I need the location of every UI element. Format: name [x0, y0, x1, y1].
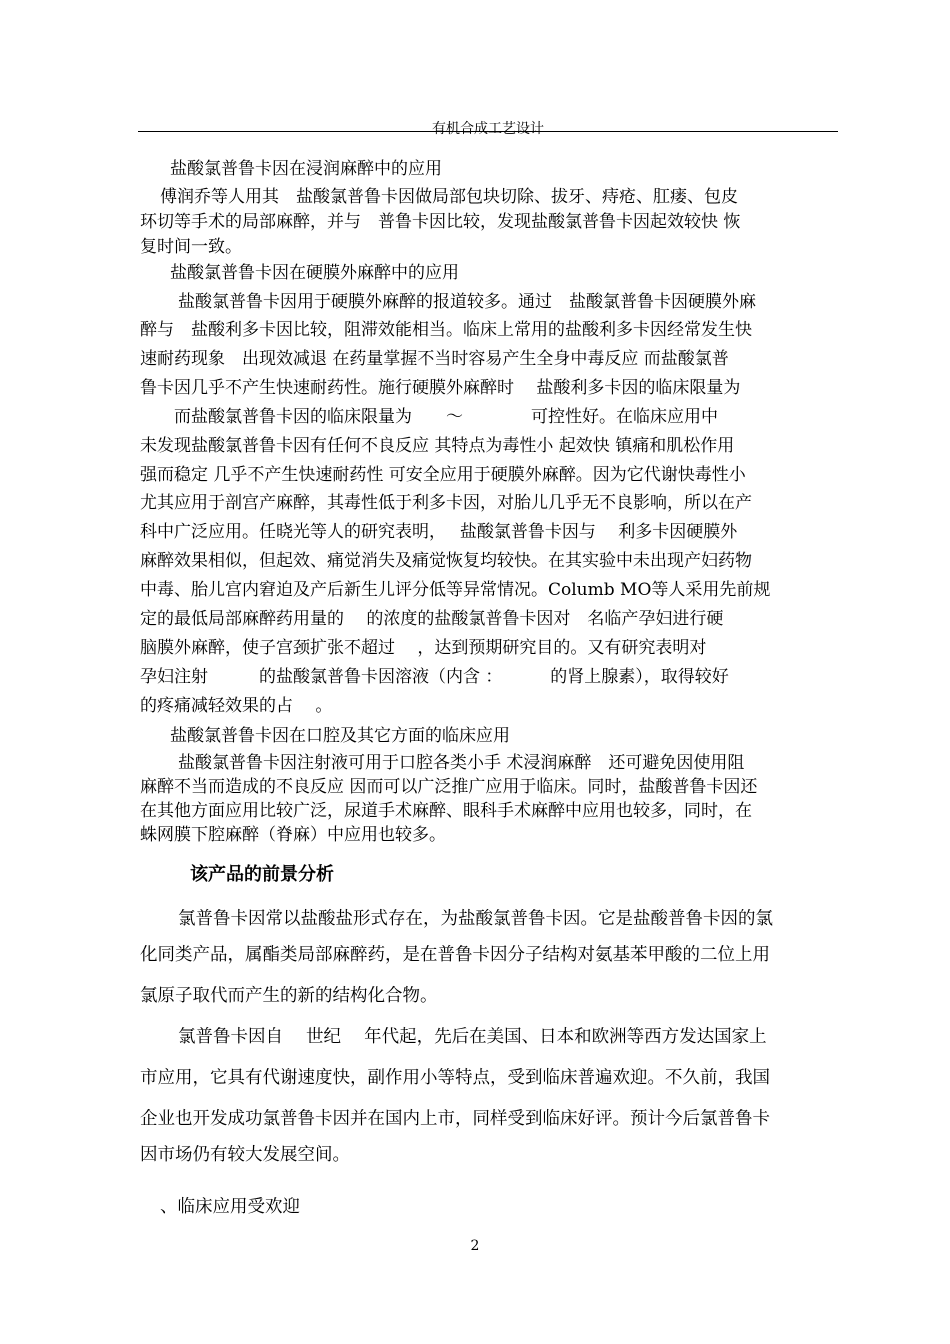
paragraph-line: 的疼痛减轻效果的占 。	[140, 696, 333, 716]
paragraph-line: 尤其应用于剖宫产麻醉，其毒性低于利多卡因，对胎儿几乎无不良影响，所以在产	[140, 493, 752, 513]
paragraph-line: 麻醉效果相似，但起效、痛觉消失及痛觉恢复均较快。在其实验中未出现产妇药物	[140, 551, 752, 571]
paragraph-line: 盐酸氯普鲁卡因注射液可用于口腔各类小手 术浸润麻醉 还可避免因使用阻	[178, 753, 745, 773]
paragraph-line: 科中广泛应用。任晓光等人的研究表明， 盐酸氯普鲁卡因与 利多卡因硬膜外	[140, 522, 738, 542]
paragraph-line: 氯原子取代而产生的新的结构化合物。	[140, 986, 438, 1006]
paragraph-line: 市应用，它具有代谢速度快，副作用小等特点，受到临床普遍欢迎。不久前，我国	[140, 1068, 770, 1088]
paragraph-line: 化同类产品，属酯类局部麻醉药，是在普鲁卡因分子结构对氨基苯甲酸的二位上用	[140, 945, 770, 965]
paragraph-line: 因市场仍有较大发展空间。	[140, 1145, 350, 1165]
paragraph-line: 企业也开发成功氯普鲁卡因并在国内上市，同样受到临床好评。预计今后氯普鲁卡	[140, 1109, 770, 1129]
list-item-heading: 、临床应用受欢迎	[160, 1197, 300, 1217]
paragraph-line: 傅润乔等人用其 盐酸氯普鲁卡因做局部包块切除、拔牙、痔疮、肛瘘、包皮	[160, 187, 738, 207]
paragraph-line: 而盐酸氯普鲁卡因的临床限量为 ～ 可控性好。在临床应用中	[140, 407, 718, 427]
paragraph-line: 氯普鲁卡因自 世纪 年代起，先后在美国、日本和欧洲等西方发达国家上	[178, 1027, 767, 1047]
paragraph-line: 氯普鲁卡因常以盐酸盐形式存在，为盐酸氯普鲁卡因。它是盐酸普鲁卡因的氯	[178, 909, 773, 929]
paragraph-line: 脑膜外麻醉，使子宫颈扩张不超过 ，达到预期研究目的。又有研究表明对	[140, 638, 707, 658]
paragraph-line: 醉与 盐酸利多卡因比较，阻滞效能相当。临床上常用的盐酸利多卡因经常发生快	[140, 320, 752, 340]
header-rule	[138, 131, 838, 132]
section-title: 该产品的前景分析	[190, 864, 334, 885]
paragraph-line: 在其他方面应用比较广泛，尿道手术麻醉、眼科手术麻醉中应用也较多，同时，在	[140, 801, 752, 821]
subheading-oral: 盐酸氯普鲁卡因在口腔及其它方面的临床应用	[170, 726, 510, 746]
paragraph-line: 强而稳定 几乎不产生快速耐药性 可安全应用于硬膜外麻醉。因为它代谢快毒性小	[140, 465, 746, 485]
paragraph-line: 速耐药现象 出现效减退 在药量掌握不当时容易产生全身中毒反应 而盐酸氯普	[140, 349, 729, 369]
paragraph-line: 中毒、胎儿宫内窘迫及产后新生儿评分低等异常情况。Columb MO等人采用先前规	[140, 580, 771, 600]
page-number: 2	[470, 1238, 480, 1254]
page-header: 有机合成工艺设计	[432, 121, 544, 137]
subheading-infiltration: 盐酸氯普鲁卡因在浸润麻醉中的应用	[170, 159, 442, 179]
paragraph-line: 孕妇注射 的盐酸氯普鲁卡因溶液（内含 ： 的肾上腺素），取得较好	[140, 667, 729, 687]
paragraph-line: 复时间一致。	[140, 237, 242, 257]
paragraph-line: 盐酸氯普鲁卡因用于硬膜外麻醉的报道较多。通过 盐酸氯普鲁卡因硬膜外麻	[178, 292, 756, 312]
subheading-epidural: 盐酸氯普鲁卡因在硬膜外麻醉中的应用	[170, 263, 459, 283]
paragraph-line: 麻醉不当而造成的不良反应 因而可以广泛推广应用于临床。同时，盐酸普鲁卡因还	[140, 777, 758, 797]
paragraph-line: 鲁卡因几乎不产生快速耐药性。施行硬膜外麻醉时 盐酸利多卡因的临床限量为	[140, 378, 741, 398]
paragraph-line: 未发现盐酸氯普鲁卡因有任何不良反应 其特点为毒性小 起效快 镇痛和肌松作用	[140, 436, 735, 456]
paragraph-line: 环切等手术的局部麻醉，并与 普鲁卡因比较，发现盐酸氯普鲁卡因起效较快 恢	[140, 212, 741, 232]
paragraph-line: 蛛网膜下腔麻醉（脊麻）中应用也较多。	[140, 825, 446, 845]
paragraph-line: 定的最低局部麻醉药用量的 的浓度的盐酸氯普鲁卡因对 名临产孕妇进行硬	[140, 609, 724, 629]
